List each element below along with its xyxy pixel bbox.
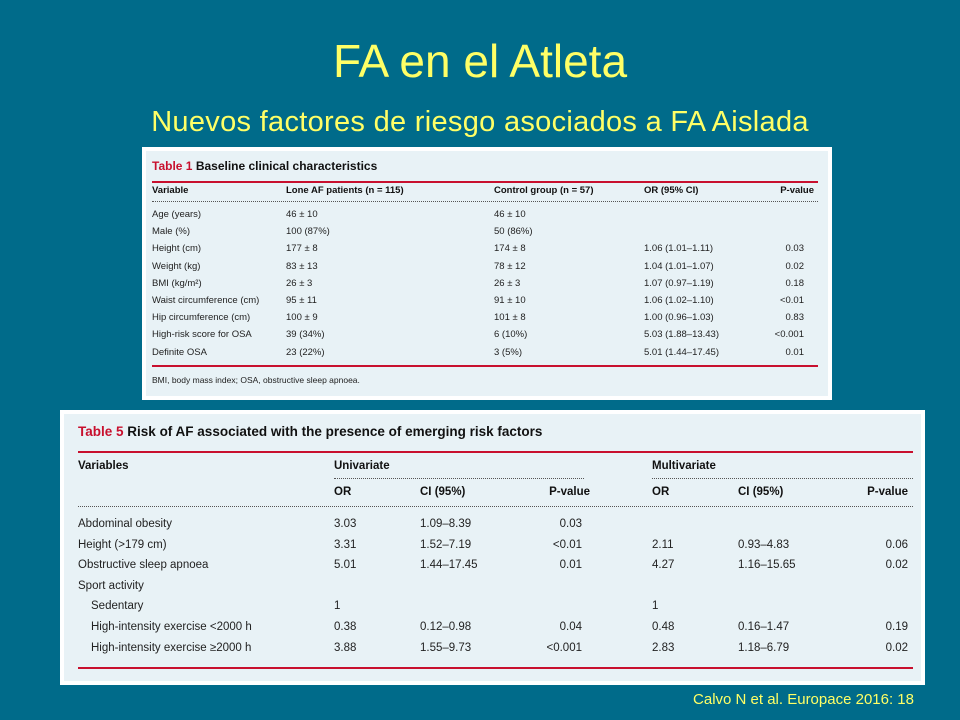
t5-cell: High-intensity exercise ≥2000 h <box>91 641 252 654</box>
citation: Calvo N et al. Europace 2016: 18 <box>693 691 914 708</box>
table5-caption-number: Table 5 <box>78 424 124 439</box>
t1-cell: BMI (kg/m²) <box>152 277 202 289</box>
table5-univariate-rule <box>334 478 584 479</box>
table1-caption-text: Baseline clinical characteristics <box>195 159 378 173</box>
t5-group-header: Univariate <box>334 460 390 472</box>
t1-cell: 50 (86%) <box>494 226 533 238</box>
t5-cell: 0.12–0.98 <box>420 621 472 633</box>
t5-cell: 2.83 <box>652 641 675 654</box>
t1-cell: 0.83 <box>785 312 804 324</box>
t5-cell: <0.001 <box>546 641 582 654</box>
table1-bottom-rule <box>152 365 818 367</box>
t1-cell: 91 ± 10 <box>494 295 526 306</box>
t1-cell: <0.01 <box>779 295 804 306</box>
t1-cell: 46 ± 10 <box>494 209 526 220</box>
t1-cell: 0.03 <box>785 243 804 255</box>
table5-body <box>64 414 921 681</box>
t1-cell: 0.01 <box>785 346 804 358</box>
slide-title: FA en el Atleta <box>332 35 628 87</box>
t1-cell: 1.06 (1.02–1.10) <box>644 295 714 306</box>
t1-cell: 6 (10%) <box>494 329 528 341</box>
t5-cell: 0.02 <box>885 641 908 654</box>
t1-cell: Male (%) <box>152 226 191 238</box>
table5-caption-text: Risk of AF associated with the presence of emerging risk factors <box>127 424 543 439</box>
t1-cell: Height (cm) <box>152 243 202 255</box>
t1-header-4: P-value <box>780 185 814 196</box>
t5-cell: Height (>179 cm) <box>78 538 167 551</box>
t5-cell: 1.18–6.79 <box>738 641 790 654</box>
table5-panel <box>60 410 925 685</box>
t5-cell: 0.38 <box>334 621 357 633</box>
t5-group-header: Multivariate <box>652 460 716 472</box>
t5-cell: Sport activity <box>78 579 144 592</box>
t1-cell: 101 ± 8 <box>494 312 526 324</box>
t1-cell: 174 ± 8 <box>494 243 526 255</box>
t5-cell: 1.44–17.45 <box>420 559 478 572</box>
t1-cell: High-risk score for OSA <box>152 329 252 341</box>
t5-sub-header: CI (95%) <box>738 486 784 498</box>
t5-cell: Abdominal obesity <box>78 518 172 530</box>
t5-cell: Obstructive sleep apnoea <box>78 559 209 572</box>
table1-footnote: BMI, body mass index; OSA, obstructive sleep apnoea. <box>152 375 360 385</box>
table1-body <box>146 151 828 396</box>
t5-group-header: Variables <box>78 460 129 472</box>
t1-cell: 177 ± 8 <box>286 243 318 255</box>
t5-cell: 0.19 <box>885 621 908 633</box>
t1-cell: 1.06 (1.01–1.11) <box>644 243 714 255</box>
t5-sub-header: OR <box>652 486 670 498</box>
table1-panel <box>142 147 832 400</box>
t5-sub-header: P-value <box>549 486 590 498</box>
t1-cell: Definite OSA <box>152 346 207 358</box>
t1-cell: 5.01 (1.44–17.45) <box>644 346 720 358</box>
t5-cell: 0.04 <box>559 621 582 633</box>
t1-cell: 0.02 <box>785 260 804 272</box>
t1-cell: 83 ± 13 <box>286 260 318 272</box>
t1-cell: 23 (22%) <box>286 346 325 358</box>
t1-header-1: Lone AF patients (n = 115) <box>286 185 404 196</box>
t1-cell: 100 ± 9 <box>286 312 318 324</box>
t5-cell: 0.03 <box>559 518 582 530</box>
t5-sub-header: P-value <box>867 486 908 498</box>
t1-cell: 3 (5%) <box>494 346 522 358</box>
t1-cell: 26 ± 3 <box>494 277 521 289</box>
t1-cell: 95 ± 11 <box>286 295 317 306</box>
t5-cell: 0.93–4.83 <box>738 538 790 551</box>
table5-multivariate-rule <box>652 478 913 479</box>
t1-cell: 100 (87%) <box>286 226 330 238</box>
t5-cell: 0.01 <box>559 559 582 572</box>
t5-cell: <0.01 <box>552 538 582 551</box>
t5-cell: 1.52–7.19 <box>420 538 472 551</box>
t1-cell: Age (years) <box>152 209 202 220</box>
table1-caption-number: Table 1 <box>152 159 193 173</box>
table1-caption <box>152 159 377 173</box>
t5-sub-header: CI (95%) <box>420 486 466 498</box>
t5-cell: 3.03 <box>334 518 357 530</box>
t1-header-0: Variable <box>152 185 189 196</box>
t1-cell: Waist circumference (cm) <box>152 295 260 306</box>
t1-cell: 39 (34%) <box>286 329 325 341</box>
t5-sub-header: OR <box>334 486 352 498</box>
t1-cell: Hip circumference (cm) <box>152 312 251 324</box>
table5-header-rule <box>78 506 913 507</box>
t1-cell: 26 ± 3 <box>286 277 313 289</box>
t1-cell: 78 ± 12 <box>494 260 526 272</box>
t5-cell: 1.16–15.65 <box>738 559 796 572</box>
t5-cell: 0.02 <box>885 559 908 572</box>
table5-caption <box>78 424 542 439</box>
t1-cell: 1.00 (0.96–1.03) <box>644 312 714 324</box>
t1-cell: 5.03 (1.88–13.43) <box>644 329 720 341</box>
t5-cell: 1 <box>334 600 341 613</box>
t5-cell: 0.16–1.47 <box>738 621 790 633</box>
slide-subtitle: Nuevos factores de riesgo asociados a FA Aislada <box>151 106 809 138</box>
t5-cell: Sedentary <box>91 600 144 613</box>
t5-cell: 4.27 <box>652 559 675 572</box>
t5-cell: 1.09–8.39 <box>420 518 472 530</box>
table1-top-rule <box>152 181 818 183</box>
t1-cell: <0.001 <box>774 329 804 341</box>
t5-cell: 5.01 <box>334 559 357 572</box>
t1-cell: 1.04 (1.01–1.07) <box>644 260 714 272</box>
t1-cell: 0.18 <box>785 277 804 289</box>
table1-header-rule <box>152 201 818 202</box>
t5-cell: 1 <box>652 600 659 613</box>
t5-cell: 0.06 <box>885 538 908 551</box>
t1-cell: 1.07 (0.97–1.19) <box>644 277 714 289</box>
t5-cell: 3.88 <box>334 641 357 654</box>
t1-cell: 46 ± 10 <box>286 209 318 220</box>
t5-cell: 2.11 <box>652 538 674 551</box>
t5-cell: High-intensity exercise <2000 h <box>91 621 252 633</box>
table5-bottom-rule <box>78 667 913 669</box>
t5-cell: 3.31 <box>334 538 357 551</box>
t5-cell: 1.55–9.73 <box>420 641 472 654</box>
t5-cell: 0.48 <box>652 621 675 633</box>
t1-cell: Weight (kg) <box>152 260 201 272</box>
t1-header-2: Control group (n = 57) <box>494 185 594 196</box>
table5-top-rule <box>78 451 913 453</box>
t1-header-3: OR (95% CI) <box>644 185 699 196</box>
